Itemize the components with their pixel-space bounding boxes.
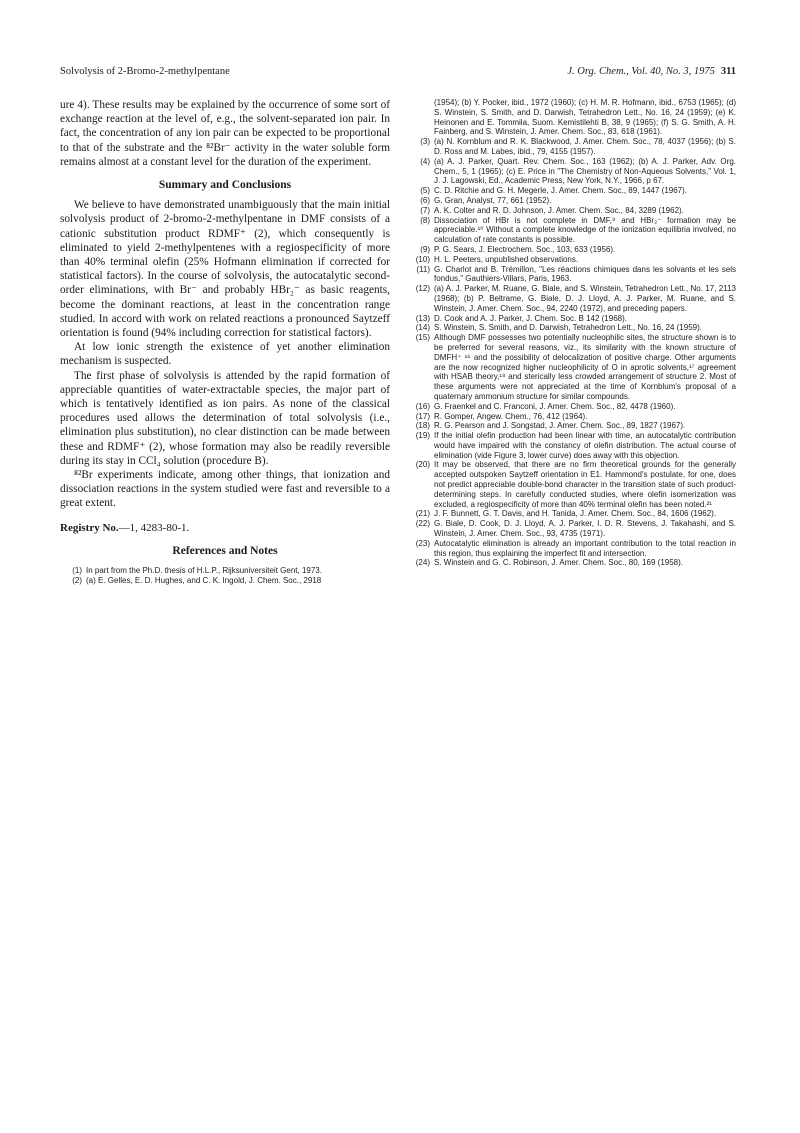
- references-heading: References and Notes: [172, 544, 278, 557]
- paragraph-summary-2: At low ionic strength the existence of yet another elimination mechanism is suspected.: [60, 341, 390, 368]
- reference-number: (6): [420, 195, 430, 205]
- reference-number: (24): [415, 558, 430, 568]
- summary-heading: Summary and Conclusions: [158, 179, 292, 192]
- reference-item: [408, 216, 736, 245]
- reference-number: (9): [420, 244, 430, 254]
- reference-text: (1954); (b) Y. Pocker, ibid., 1972 (1960); (c) H. M. R. Hofmann, ibid., 6753 (1965); (d) S. Winstein, S. Smith, and D. Darwish, Tetrahedron Lett., No. 16, 24 (1959); (e) K. Heinonen and E. Tommila, Suom. Kemistilehti B, 38, 9 (1965); (f) S. G. Smith, A. H. Fainberg, and S. Winstein, J. Amer. Chem. Soc., 83, 618 (1961).: [434, 98, 736, 137]
- reference-text: (a) A. J. Parker, Quart. Rev. Chem. Soc., 163 (1962); (b) A. J. Parker, Adv. Org. Chem., 5, 1 (1965); (c) E. Price in "The Chemistry of Non-Aqueous Solvents," Vol. 1, J. J. Lagowski, Ed., Academic Press, New York, N.Y., 1966, p 67.: [434, 156, 736, 186]
- reference-number: (7): [420, 205, 430, 215]
- page-number: 311: [720, 66, 736, 77]
- reference-number: (11): [416, 264, 430, 274]
- reference-number: (22): [415, 519, 430, 529]
- reference-item: [408, 333, 736, 402]
- running-title: Solvolysis of 2-Bromo-2-methylpentane: [60, 66, 230, 77]
- reference-item: [408, 460, 736, 509]
- reference-text: R. Gomper, Angew. Chem., 76, 412 (1964).: [434, 411, 588, 421]
- reference-item: [408, 255, 736, 265]
- reference-item: [60, 576, 390, 586]
- registry-number: [60, 521, 390, 535]
- reference-item: [408, 196, 736, 206]
- reference-text: S. Winstein and G. C. Robinson, J. Amer. Chem. Soc., 80, 169 (1958).: [434, 558, 684, 568]
- reference-text: G. Gran, Analyst, 77, 661 (1952).: [434, 195, 552, 205]
- reference-item: [408, 186, 736, 196]
- reference-number: (4): [420, 156, 430, 166]
- reference-item: [408, 314, 736, 324]
- registry-label: Registry No.: [60, 521, 119, 534]
- reference-number: (2): [72, 575, 82, 585]
- reference-text: In part from the Ph.D. thesis of H.L.P., Rijksuniversiteit Gent, 1973.: [86, 566, 322, 576]
- reference-text: Autocatalytic elimination is already an important contribution to the total reaction in this region, thus explaining the imperfect fit and intersection.: [434, 538, 736, 558]
- reference-number: (19): [415, 431, 430, 441]
- references-list-right: [408, 98, 736, 568]
- reference-item: [408, 509, 736, 519]
- reference-item: [408, 157, 736, 186]
- reference-item: [408, 137, 736, 157]
- reference-text: H. L. Peeters, unpublished observations.: [434, 254, 579, 264]
- reference-number: [408, 98, 434, 137]
- running-header: [60, 66, 736, 82]
- reference-item: [408, 265, 736, 285]
- reference-number: (17): [415, 411, 430, 421]
- reference-text: R. G. Pearson and J. Songstad, J. Amer. Chem. Soc., 89, 1827 (1967).: [434, 421, 686, 431]
- reference-text: (a) N. Kornblum and R. K. Blackwood, J. Amer. Chem. Soc., 78, 4037 (1956); (b) S. D. Ross and M. Labes, ibid., 79, 4155 (1957).: [434, 137, 736, 156]
- registry-value: —1, 4283-80-1.: [118, 521, 190, 534]
- reference-number: (21): [415, 509, 430, 519]
- reference-number: (18): [415, 421, 430, 431]
- reference-text: (a) A. J. Parker, M. Ruane, G. Biale, and S. Winstein, Tetrahedron Lett., No. 17, 2113 (1968); (b) P. Beltrame, G. Biale, D. J. Lloyd, A. J. Parker, M. Ruane, and S. Winstein, J. Amer. Chem. Soc., 94, 2240 (1972), and preceding papers.: [434, 284, 736, 313]
- left-column: [60, 98, 390, 586]
- paragraph-summary-4: ⁸²Br experiments indicate, among other things, that ionization and dissociation reactions in the system studied were fast and reversible to a great extent.: [60, 469, 390, 510]
- reference-item: [408, 284, 736, 313]
- reference-item: [408, 323, 736, 333]
- reference-text: (a) E. Gelles, E. D. Hughes, and C. K. Ingold, J. Chem. Soc., 2918: [86, 575, 322, 585]
- reference-text: G. Biale, D. Cook, D. J. Lloyd, A. J. Parker, I. D. R. Stevens, J. Takahashi, and S. Winstein, J. Amer. Chem. Soc., 93, 4735 (1971).: [434, 519, 736, 539]
- reference-item: [408, 98, 736, 137]
- reference-number: (20): [415, 460, 430, 470]
- reference-item: [408, 402, 736, 412]
- reference-item: [60, 566, 390, 576]
- reference-text: A. K. Colter and R. D. Johnson, J. Amer. Chem. Soc., 84, 3289 (1962).: [434, 205, 684, 215]
- reference-item: [408, 421, 736, 431]
- reference-text: J. F. Bunnett, G. T. Davis, and H. Tanida, J. Amer. Chem. Soc., 84, 1606 (1962).: [434, 509, 717, 519]
- reference-item: [408, 431, 736, 460]
- journal-citation: [567, 66, 736, 77]
- paragraph-summary-1: We believe to have demonstrated unambiguously that the main initial solvolysis product of 2-bromo-2-methylpentane in DMF consists of a cationic substitution product RDMF⁺ (2), which consequently is eliminated to yield 2-methylpentenes with a regiospecificity of more than 40% terminal olefin (25% Hofmann elimination if corrected for statistical factors). In the course of solvolysis, the autocatalytic second-order eliminations, with Br⁻ and probably HBr₂⁻ as basic reagents, become the dominant reactions, at least in the concentration range studied. In accord with work on related reactions a pronounced Saytzeff orientation is found (94% including correction for statistical factors).: [60, 199, 390, 340]
- reference-text: P. G. Sears, J. Electrochem. Soc., 103, 633 (1956).: [434, 244, 616, 254]
- reference-item: [408, 245, 736, 255]
- reference-text: Dissociation of HBr is not complete in DMF,⁹ and HBr₂⁻ formation may be appreciable.¹⁰ Without a complete knowledge of the ionization equilibria involved, no calculation of rate constants is possible.: [434, 215, 736, 245]
- reference-number: (8): [420, 215, 430, 225]
- reference-number: (13): [415, 313, 430, 323]
- reference-number: (16): [415, 401, 430, 411]
- reference-item: [408, 519, 736, 539]
- reference-item: [408, 206, 736, 216]
- reference-text: It may be observed, that there are no firm theoretical grounds for the generally accepted outspoken Saytzeff orientation in E1. Hammond's postulate, for one, does not predict appreciable double-bond character in the transition state of such product-determining steps. In carefully conducted studies, where olefin isomerization was excluded, a regiospecificity of more than 40% terminal olefin has been noted.²¹: [434, 460, 736, 509]
- reference-number: (10): [415, 254, 430, 264]
- reference-number: (15): [415, 333, 430, 343]
- reference-text: If the initial olefin production had been linear with time, an autocatalytic contribution would have impaired with the constancy of olefin distribution. The actual course of elimination (vide Figure 3, lower curve) does away with this objection.: [434, 431, 736, 460]
- reference-text: G. Fraenkel and C. Franconi, J. Amer. Chem. Soc., 82, 4478 (1960).: [434, 401, 676, 411]
- reference-number: (5): [420, 186, 430, 196]
- reference-number: (3): [420, 137, 430, 147]
- reference-text: G. Charlot and B. Trémillon, "Les réactions chimiques dans les solvants et les sels fondus," Gauthiers-Villars, Paris, 1963.: [434, 264, 736, 284]
- reference-number: (23): [415, 538, 430, 548]
- reference-item: [408, 539, 736, 559]
- reference-item: [408, 412, 736, 422]
- reference-number: (1): [72, 566, 82, 576]
- journal-name: J. Org. Chem., Vol. 40, No. 3, 1975: [567, 66, 715, 77]
- references-list-left: [60, 566, 390, 586]
- reference-text: D. Cook and A. J. Parker, J. Chem. Soc. B 142 (1968).: [434, 313, 627, 323]
- reference-text: Although DMF possesses two potentially nucleophilic sites, the structure shown is to be preferred for several reasons, viz., its similarity with the known structure of DMFH⁺ ¹⁶ and the possibility of delocalization of positive charge. Other arguments are the now recognized higher nucleophilicity of O in aprotic solvents,¹⁷ agreement with HSAB theory,¹⁸ and sterically less crowded arrangement of structure 2. Most of these arguments were not appreciated at the time of Kornblum's proposal of a quaternary ammonium structure for similar compounds.: [434, 333, 736, 401]
- paragraph-continuation: ure 4). These results may be explained by the occurrence of some sort of exchange reaction at the level of, e.g., the solvent-separated ion pair. In fact, the concentration of any ion pair can be expected to be proportional to that of the substrate and the ⁸²Br⁻ activity in the water soluble form remains almost at a constant level for the duration of the experiment.: [60, 99, 390, 168]
- reference-number: (14): [415, 323, 430, 333]
- reference-text: C. D. Ritchie and G. H. Megerle, J. Amer. Chem. Soc., 89, 1447 (1967).: [434, 186, 687, 196]
- paragraph-summary-3: The first phase of solvolysis is attended by the rapid formation of appreciable quantities of water-extractable species, the major part of which is tentatively identified as ion pairs. As none of the classical procedures used allows the determination of total solvolysis (i.e., elimination plus substitution), no clear distinction can be made between these and RDMF⁺ (2), whose formation may also be readily reversible during its stay in CCl₄ solution (procedure B).: [60, 369, 390, 467]
- reference-text: S. Winstein, S. Smith, and D. Darwish, Tetrahedron Lett., No. 16, 24 (1959).: [434, 323, 702, 333]
- reference-item: [408, 558, 736, 568]
- reference-number: (12): [415, 284, 430, 294]
